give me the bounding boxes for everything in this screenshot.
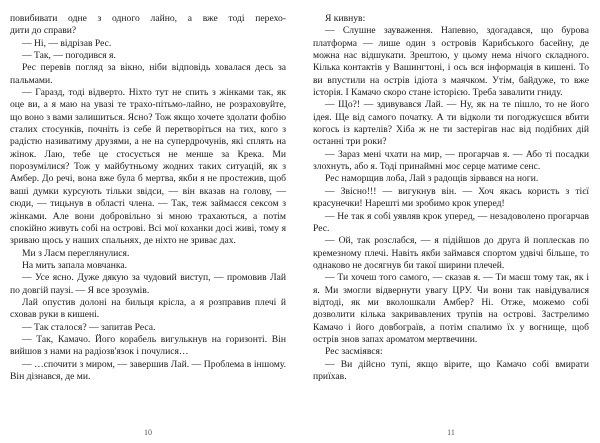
right-page-text [313,13,589,383]
paragraph: — Гаразд, тоді відверто. Ніхто тут не спить з жінками так, як оце ви, а я маю на увазі те трахо-пітьмо-лайно, не розраховуйте, що воно з вами залишиться. Ясно? Тож якщо хочете здолати фобію сталих стосунків, почніть із себе й перетворіться на тих, кого з радістю називатиму друзями, а не на супердрочунів, які сплять на жінок. Лаю, тебе це стосується не менше за Крека. Ми порозумілися? Тож у майбутньому жодних таких ситуацій, як з Амбер. До речі, вона вже була б мертва, якби я не простежив, щоб ваші думки курсують тільки звідси, — він вказав на голову, — сюди, — тицьнув в області члена. — Так, теж займаєся сексом з жінками. Але вони добровільно зі мною трахаються, а потім спокійно живуть собі на острові. Всі мої коханки досі живі, тому я зриваю щось у наших спальнях, де ніхто не зриває дах. [10,87,286,247]
paragraph: дити до справи? [10,25,77,37]
paragraph: — Ви дійсно тупі, якщо вірите, що Камачо собі вмирати приїхав. [313,358,589,382]
paragraph: — Так, Камачо. Його корабель вигулькнув на горизонті. Він вийшов з нами на радіозв'язок і почулися… [10,333,286,358]
left-page-text [10,13,286,383]
paragraph: На мить запала мовчанка. [22,259,128,271]
paragraph: Рес наморщив лоба, Лай з радощів зірвався на ноги. [325,173,539,185]
paragraph: — Не так я собі уявляв крок уперед, — незадоволено прогарчав Рес. [313,210,589,234]
paragraph: повибивати одне з одного лайно, а вже тоді перехо- [10,13,286,24]
paragraph: — Зараз мені чхати на мир, — прогарчав я. — Або ті посадки злохнуть, або я. Тоді принаймні моє серце матиме сенс. [313,148,589,173]
paragraph: — Ой, так розслабся, — я підійшов до друга й поплескав по кремезному плечі. Навіть якби займався спортом удвічі більше, то однаково не досягнув би такої ширини плечей. [313,235,589,271]
page-number-left: 10 [144,428,152,437]
paragraph: — Звісно!!! — вигукнув він. — Хоч якась користь з тієї красунечки! Нарешті ми зробимо крок уперед! [313,185,589,210]
paragraph: — Ні, — відрізав Рес. [22,37,112,49]
page-number-right: 11 [447,428,455,437]
paragraph: — Так, — погодився я. [22,50,116,62]
paragraph: — Слушне зауваження. Напевно, здогадався, що бурова платформа — лише один з островів Карибського басейну, де можна нас відшукати. Зрештою, у цьому нема нічого складного. Кілька контактів у Вашингтоні, і ось вся інформація в кишені. То ви впустили на острів ідіота з маячком. Утім, байдуже, то вже історія. І Камачо скоро стане історією. Треба завалити гниду. [313,25,589,99]
left-page [10,13,286,443]
paragraph: Рес перевів погляд за вікно, ніби відповідь ховалася десь за пальмами. [10,62,286,86]
paragraph: Я кивнув: [325,13,366,24]
right-page [313,13,589,443]
paragraph: — Усе ясно. Дуже дякую за чудовий виступ, — промовив Лай по довгій паузі. — Я все зрозумів. [10,272,286,296]
paragraph: Ми з Ласм переглянулися. [22,247,130,259]
paragraph: Рес засміявся: [325,346,383,358]
paragraph: — Що?! — здивувався Лай. — Ну, як на те пішло, то не його ідея. Ще від самого початку. А ти відколи ти погоджуєшся вбити когось із картелів? Хіба ж не ти застерігав нас від подібних дій останні три роки? [313,99,589,148]
paragraph: Лай опустив долоні на бильця крісла, а я розправив плечі й сховав руки в кишені. [10,296,286,321]
paragraph: — Так сталося? — запитав Реса. [22,321,156,333]
paragraph: — Ти хочеш того самого, — сказав я. — Ти маєш тому так, як і я. Ми змогли відвернути увагу ЦРУ. Чи вони так навідувалися відтоді, як ми вколошкали Амбер? Ні. Отже, можемо собі дозволити кілька закривавлених трупів на острові. Застрелимо Камачо і його довбограїв, а потім спалимо їх у вогнище, щоб острів знов запах ароматом мертвечини. [313,272,589,345]
paragraph: — …спочити з миром, — завершив Лай. — Проблема в іншому. Він дізнався, де ми. [10,358,286,382]
